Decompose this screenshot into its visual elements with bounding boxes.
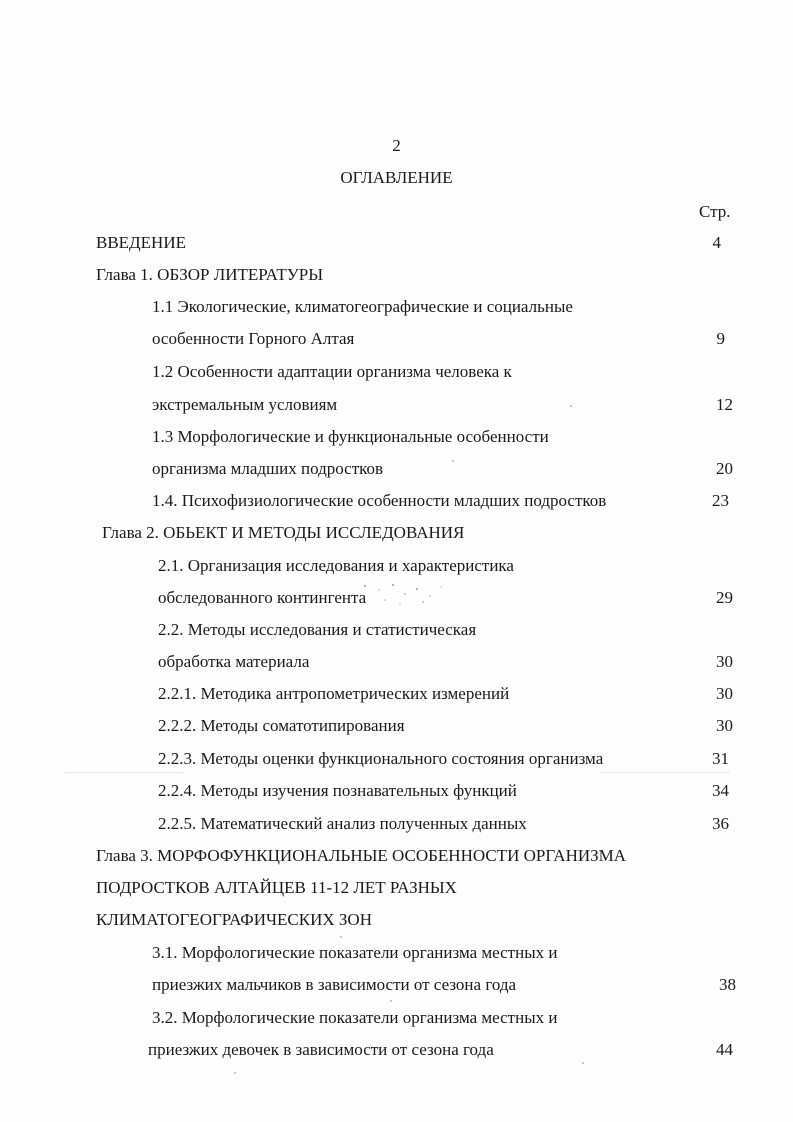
toc-entry: организма младших подростков (152, 459, 384, 478)
toc-page: 30 (716, 652, 733, 671)
toc-entry: 1.2 Особенности адаптации организма человека к (152, 362, 512, 381)
toc-page: 29 (716, 588, 733, 607)
scan-dot (390, 1000, 392, 1002)
scan-line (64, 772, 184, 773)
scan-line (600, 772, 730, 773)
toc-chapter: Глава 3. МОРФОФУНКЦИОНАЛЬНЫЕ ОСОБЕННОСТИ ОРГАНИЗМА (96, 846, 627, 865)
toc-entry: 2.2. Методы исследования и статистическая (158, 620, 477, 639)
toc-entry: особенности Горного Алтая (152, 329, 355, 348)
toc-page: 20 (716, 459, 733, 478)
scan-dot (452, 460, 454, 462)
toc-page: 30 (716, 684, 733, 703)
toc-heading: ОГЛАВЛЕНИЕ (340, 168, 453, 187)
toc-entry: 3.2. Морфологические показатели организма местных и (152, 1008, 558, 1027)
toc-page: 12 (716, 395, 733, 414)
toc-chapter: ПОДРОСТКОВ АЛТАЙЦЕВ 11-12 ЛЕТ РАЗНЫХ (96, 878, 457, 897)
toc-entry: приезжих девочек в зависимости от сезона года (148, 1040, 494, 1059)
toc-entry: обработка материала (158, 652, 310, 671)
toc-page: 44 (716, 1040, 733, 1059)
toc-page: 34 (712, 781, 729, 800)
toc-chapter: КЛИМАТОГЕОГРАФИЧЕСКИХ ЗОН (96, 910, 372, 929)
toc-entry: 1.4. Психофизиологические особенности младших подростков (152, 491, 607, 510)
toc-page: 31 (712, 749, 729, 768)
toc-entry: 2.1. Организация исследования и характеристика (158, 556, 514, 575)
toc-entry: 2.2.5. Математический анализ полученных данных (158, 814, 527, 833)
scan-dot (340, 936, 342, 938)
toc-page: 36 (712, 814, 729, 833)
toc-entry: 2.2.4. Методы изучения познавательных функций (158, 781, 517, 800)
page-number: 2 (392, 136, 401, 155)
toc-page: 9 (716, 329, 725, 348)
toc-entry: экстремальным условиям (152, 395, 338, 414)
scan-smudge (345, 580, 465, 610)
toc-entry: 3.1. Морфологические показатели организма местных и (152, 943, 558, 962)
scan-dot (234, 1072, 236, 1074)
toc-entry: 2.2.2. Методы соматотипирования (158, 716, 405, 735)
toc-entry: приезжих мальчиков в зависимости от сезона года (152, 975, 517, 994)
toc-chapter: Глава 1. ОБЗОР ЛИТЕРАТУРЫ (96, 265, 324, 284)
toc-entry: 2.2.3. Методы оценки функционального состояния организма (158, 749, 604, 768)
toc-entry: обследованного контингента (158, 588, 367, 607)
toc-page: 30 (716, 716, 733, 735)
toc-entry: 1.1 Экологические, климатогеографические и социальные (152, 297, 573, 316)
toc-page: 38 (719, 975, 736, 994)
toc-entry: 2.2.1. Методика антропометрических измерений (158, 684, 510, 703)
scan-dot (582, 1062, 584, 1064)
toc-entry: ВВЕДЕНИЕ (96, 233, 186, 252)
toc-page: 23 (712, 491, 729, 510)
scan-dot (570, 405, 572, 407)
toc-chapter: Глава 2. ОБЬЕКТ И МЕТОДЫ ИССЛЕДОВАНИЯ (102, 523, 465, 542)
page-column-label: Стр. (699, 202, 731, 221)
toc-entry: 1.3 Морфологические и функциональные особенности (152, 427, 549, 446)
toc-page: 4 (712, 233, 721, 252)
